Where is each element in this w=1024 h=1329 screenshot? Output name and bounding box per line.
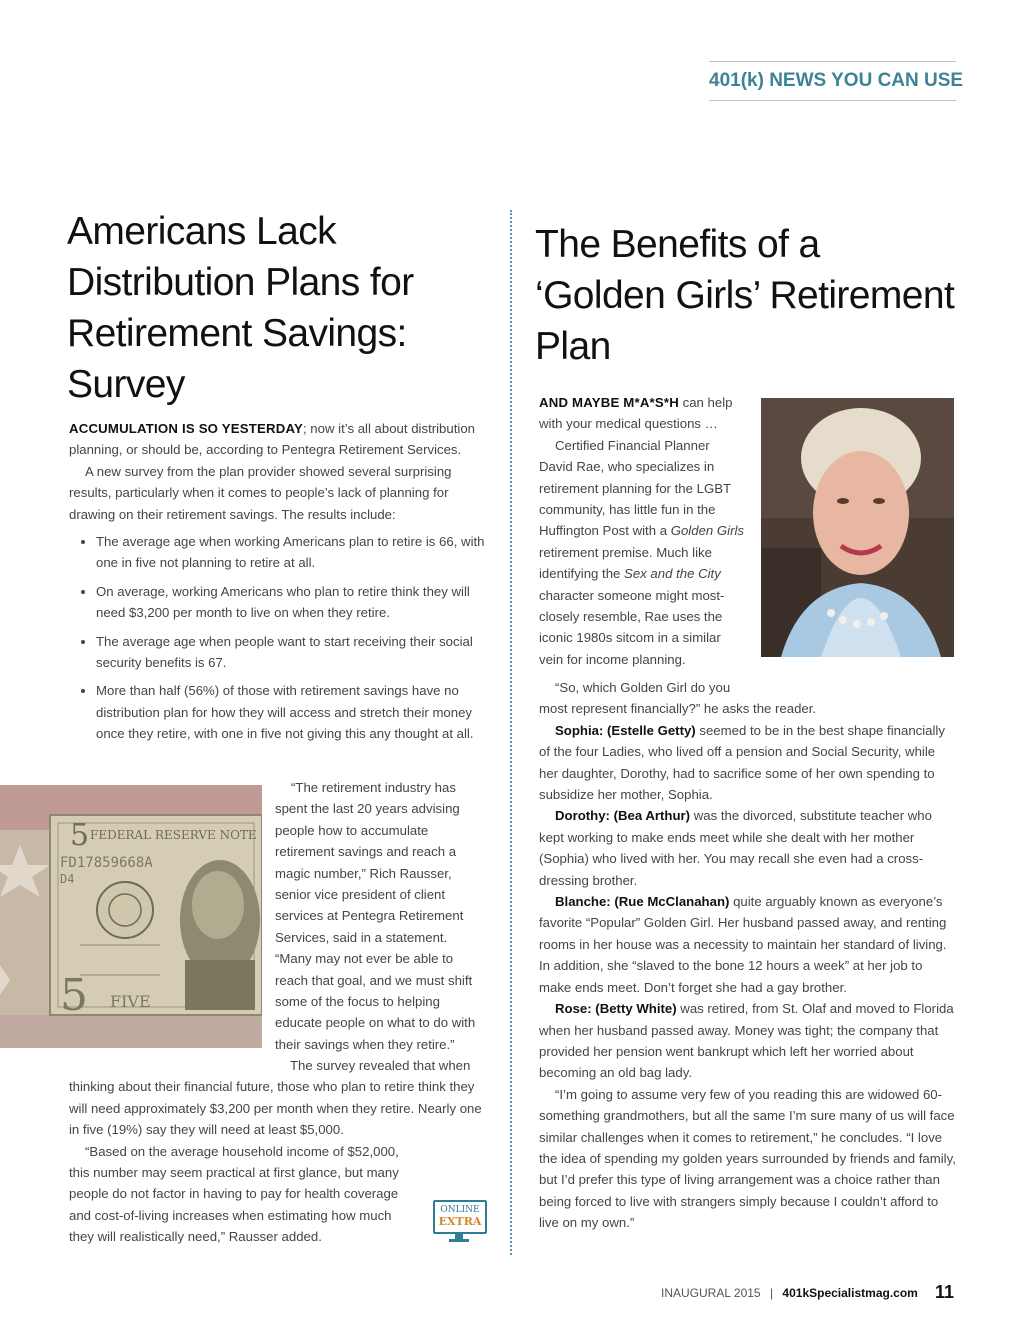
header-rule-top xyxy=(709,61,956,62)
rose-text: was retired, from St. Olaf and moved to Florida when her husband passed away. Money was tight; the company that provided her pension went bankrupt which left her worried about becoming an old bag lady. xyxy=(539,1001,954,1081)
portrait-photo xyxy=(761,398,954,657)
left-intro xyxy=(69,418,489,752)
p2-text-a: Certified Financial Planner David Rae, who specializes in retirement planning for the LGBT community, has little fun in the Huffington Post with a xyxy=(539,437,731,539)
five-dollar-bill-image xyxy=(0,785,262,1048)
right-body xyxy=(539,677,957,1234)
sophia-paragraph xyxy=(539,720,957,806)
blanche-paragraph xyxy=(539,891,957,998)
sophia-lead: Sophia: (Estelle Getty) xyxy=(555,722,696,738)
list-item: • On average, working Americans who plan to retire think they will need $3,200 per month to live on when they retire. xyxy=(96,581,489,624)
right-lead-in: AND MAYBE M*A*S*H xyxy=(539,395,679,410)
rose-paragraph xyxy=(539,998,957,1084)
left-survey-paragraph-top xyxy=(69,1055,487,1248)
p2-italic-sex-city: Sex and the City xyxy=(624,566,721,582)
right-paragraph-3a: “So, which Golden Girl do you xyxy=(555,680,731,695)
p2-italic-golden-girls: Golden Girls xyxy=(670,523,745,539)
left-paragraph: A new survey from the plan provider showed several surprising results, particularly when it comes to people’s lack of planning for drawing on their retirement savings. The results include: xyxy=(69,463,452,522)
dorothy-text: was the divorced, substitute teacher who kept working to make ends meet while she dealt with her mother (Sophia) who lived with her. You may recall she even had a cross-dressing brother. xyxy=(539,808,932,888)
right-intro xyxy=(539,392,744,670)
svg-text:5: 5 xyxy=(70,818,90,853)
p2-text-b: retirement premise. Much like identifying the xyxy=(539,544,712,582)
results-list xyxy=(69,531,489,745)
right-paragraph-2 xyxy=(539,435,744,670)
list-item: • More than half (56%) of those with retirement savings have no distribution plan for how they will access and stretch their money once they retire, with one in five not giving this any thought at all. xyxy=(96,680,489,744)
right-lead-rest: can help with your medical questions … xyxy=(539,395,733,432)
left-lead-rest: ; now it’s all about distribution planning, or should be, according to Pentegra Retirement Services. xyxy=(69,421,475,458)
section-title: 401(k) NEWS YOU CAN USE xyxy=(709,70,964,91)
blanche-lead: Blanche: (Rue McClanahan) xyxy=(555,894,730,910)
list-item: • The average age when working Americans plan to retire is 66, with one in five not planning to retire at all. xyxy=(96,531,489,574)
list-item: • The average age when people want to start receiving their social security benefits is 67. xyxy=(96,631,489,674)
column-divider xyxy=(510,210,512,1255)
footer-site-link[interactable]: 401kSpecialistmag.com xyxy=(782,1286,918,1300)
online-extra-badge[interactable] xyxy=(433,1200,485,1242)
dorothy-lead: Dorothy: (Bea Arthur) xyxy=(555,808,691,824)
svg-text:FEDERAL RESERVE NOTE: FEDERAL RESERVE NOTE xyxy=(90,828,257,842)
footer-issue: INAUGURAL 2015 xyxy=(661,1286,761,1300)
right-paragraph-3b: most represent financially?” he asks the reader. xyxy=(539,701,817,717)
svg-text:5: 5 xyxy=(60,970,88,1021)
page-number: 11 xyxy=(935,1282,955,1302)
svg-text:FD17859668A: FD17859668A xyxy=(60,855,153,871)
blanche-text: quite arguably known as everyone’s favorite “Popular” Golden Girl. Her husband passed away, and renting rooms in her house was a necessity to maintain her standard of living. In addition, she “slaved to the bone 12 hours a week” at her job to make ends meet. Don’t forget she had a gay brother. xyxy=(539,894,947,995)
right-headline: The Benefits of a ‘Golden Girls’ Retirement Plan xyxy=(535,223,955,368)
survey-paragraph: The survey revealed that when thinking about their financial future, those who plan to retire think they will need approximately $3,200 per month when they retire. Nearly one in five (19%) say they will need at least $5,000. xyxy=(69,1058,482,1138)
header-rule-bottom xyxy=(709,100,956,101)
rose-lead: Rose: (Betty White) xyxy=(555,1001,677,1017)
left-lead-in: ACCUMULATION IS SO YESTERDAY xyxy=(69,421,303,436)
footer xyxy=(661,1286,918,1300)
quote-paragraph: “The retirement industry has spent the last 20 years advising people how to accumulate retirement savings and reach a magic number,” Rich Rausser, senior vice president of client services at Pentegra Retirement Services, said in a statement. “Many may not ever be able to reach that goal, and we must shift some of the focus to helping educate people on what to do with their savings when they retire.” xyxy=(275,780,476,1052)
sophia-text: seemed to be in the best shape financially of the four Ladies, who lived off a pension and Social Security, while her daughter, Dorothy, had to sacrifice some of her own spending to subsidize her mother, Sophia. xyxy=(539,722,945,803)
right-final-paragraph: “I’m going to assume very few of you reading this are widowed 60-something grandmothers, but all the same I’m sure many of us will face similar challenges when it comes to retirement,” he concludes. “I love the idea of spending my golden years surrounded by friends and family, but I’d prefer this type of living arrangement was a choice rather than being forced to live with strangers simply because I couldn’t afford to live on my own.” xyxy=(539,1086,956,1231)
online-extra-line2: EXTRA xyxy=(438,1215,482,1228)
dorothy-paragraph xyxy=(539,805,957,891)
footer-separator: | xyxy=(769,1286,774,1300)
p2-text-c: character someone might most-closely resemble, Rae uses the iconic 1980s sitcom in a similar vein for income planning. xyxy=(539,587,725,667)
svg-text:D4: D4 xyxy=(60,872,75,886)
online-extra-line1: ONLINE xyxy=(440,1205,480,1215)
left-quote-paragraph xyxy=(275,777,487,1055)
final-paragraph: “Based on the average household income of $52,000, this number may seem practical at first glance, but many people do not factor in having to pay for health coverage and cost-of-living increases when estimating how much they will realistically need,” Rausser added. xyxy=(69,1143,399,1245)
svg-text:FIVE: FIVE xyxy=(110,992,151,1011)
left-headline: Americans Lack Distribution Plans for Retirement Savings: Survey xyxy=(67,210,414,406)
